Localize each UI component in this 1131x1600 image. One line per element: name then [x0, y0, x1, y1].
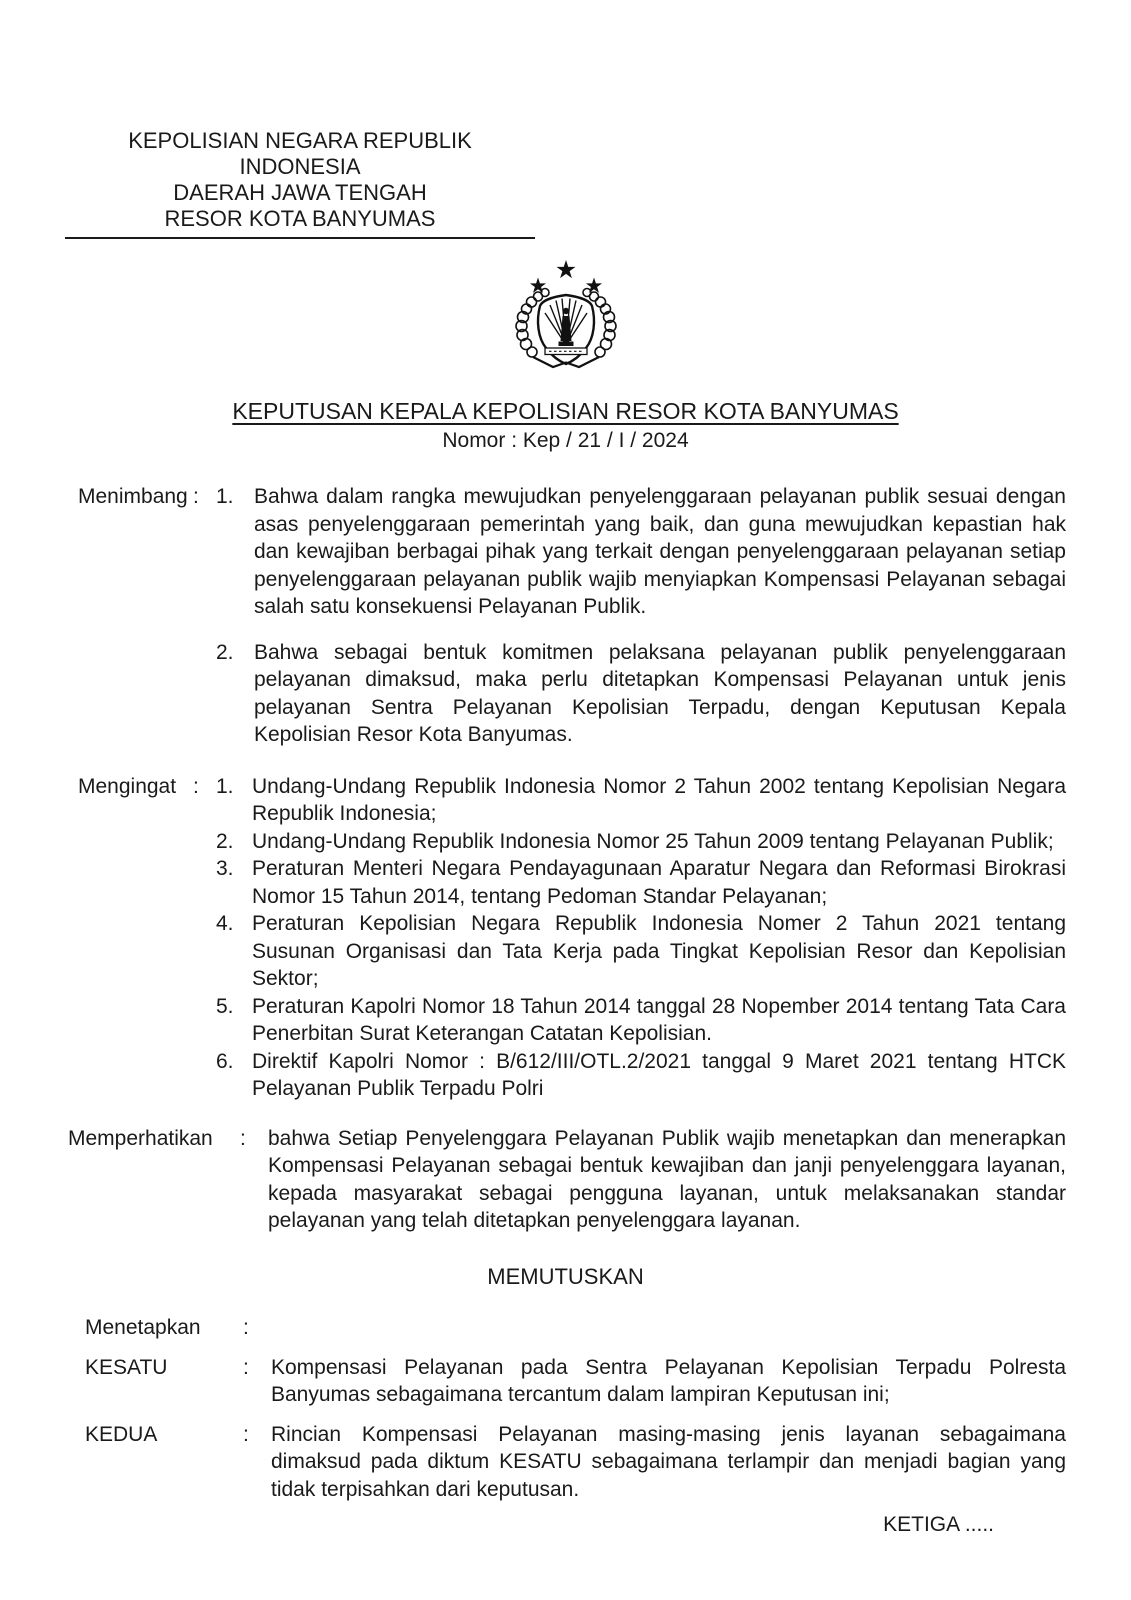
section-menimbang — [65, 483, 1066, 749]
section-kesatu — [65, 1354, 1066, 1409]
decree-body — [65, 483, 1066, 1539]
item-number: 1. — [216, 485, 234, 508]
letterhead — [65, 128, 535, 239]
item-text: Peraturan Menteri Negara Pendayagunaan Aparatur Negara dan Reformasi Birokrasi Nomor 15 Tahun 2014, tentang Pedoman Standar Pelayanan; — [252, 857, 1066, 908]
item-number: 3. — [216, 857, 234, 880]
menetapkan-text — [271, 1314, 1066, 1342]
menimbang-item-1 — [207, 483, 1066, 621]
mengingat-item-2 — [207, 828, 1066, 856]
kedua-colon: : — [243, 1422, 249, 1446]
kesatu-label: KESATU — [85, 1355, 168, 1379]
kedua-label: KEDUA — [85, 1422, 158, 1446]
catchword-ketiga: KETIGA ..... — [883, 1513, 994, 1536]
letterhead-line-institution: KEPOLISIAN NEGARA REPUBLIK INDONESIA — [128, 128, 472, 179]
section-menetapkan — [65, 1314, 1066, 1342]
memperhatikan-label: Memperhatikan — [68, 1126, 213, 1150]
kedua-text: Rincian Kompensasi Pelayanan masing-masing jenis layanan sebagaimana dimaksud pada diktum KESATU sebagaimana terlampir dan menjadi bagian yang tidak terpisahkan dari keputusan. — [271, 1422, 1066, 1501]
mengingat-colon: : — [193, 774, 199, 798]
polri-tribrata-emblem-icon — [65, 259, 1066, 371]
mengingat-item-1 — [207, 773, 1066, 828]
item-number: 6. — [216, 1049, 234, 1073]
item-text: Peraturan Kapolri Nomor 18 Tahun 2014 tanggal 28 Nopember 2014 tentang Tata Cara Penerbitan Surat Keterangan Catatan Kepolisian. — [252, 994, 1066, 1045]
memperhatikan-colon: : — [240, 1126, 246, 1150]
document-number: Nomor : Kep / 21 / I / 2024 — [442, 429, 689, 452]
item-text: Peraturan Kepolisian Negara Republik Indonesia Nomer 2 Tahun 2021 tentang Susunan Organisasi dan Tata Kerja pada Tingkat Kepolisian Resor dan Kepolisian Sektor; — [252, 912, 1066, 990]
memutuskan-heading: MEMUTUSKAN — [487, 1263, 644, 1289]
menetapkan-label: Menetapkan — [85, 1316, 201, 1339]
section-memperhatikan — [65, 1125, 1066, 1235]
mengingat-item-4 — [207, 910, 1066, 993]
item-number: 2. — [216, 640, 234, 664]
item-text: Direktif Kapolri Nomor : B/612/III/OTL.2/2021 tanggal 9 Maret 2021 tentang HTCK Pelayanan Publik Terpadu Polri — [252, 1049, 1066, 1100]
menimbang-label: Menimbang — [78, 485, 188, 508]
mengingat-label: Mengingat — [78, 774, 177, 798]
mengingat-item-3 — [207, 855, 1066, 910]
menetapkan-colon: : — [243, 1316, 249, 1339]
item-number: 4. — [216, 912, 234, 935]
letterhead-line-resort: RESOR KOTA BANYUMAS — [164, 206, 436, 231]
kesatu-colon: : — [243, 1355, 249, 1379]
document-title: KEPUTUSAN KEPALA KEPOLISIAN RESOR KOTA BANYUMAS — [232, 398, 899, 424]
item-text: Bahwa dalam rangka mewujudkan penyelenggaraan pelayanan publik sesuai dengan asas penyelenggaraan pemerintah yang baik, dan guna mewujudkan kepastian hak dan kewajiban berbagai pihak yang terkait dengan penyelenggaraan pelayanan setiap penyelenggaraan pelayanan publik wajib menyiapkan Kompensasi Pelayanan sebagai salah satu konsekuensi Pelayanan Publik. — [254, 485, 1066, 618]
item-number: 5. — [216, 994, 234, 1018]
mengingat-item-6 — [207, 1048, 1066, 1103]
letterhead-line-region: DAERAH JAWA TENGAH — [173, 180, 427, 205]
item-text: Undang-Undang Republik Indonesia Nomor 25 Tahun 2009 tentang Pelayanan Publik; — [252, 829, 1054, 853]
title-block — [65, 397, 1066, 455]
kesatu-text: Kompensasi Pelayanan pada Sentra Pelayanan Kepolisian Terpadu Polresta Banyumas sebagaimana tercantum dalam lampiran Keputusan ini; — [271, 1355, 1066, 1406]
section-mengingat — [65, 773, 1066, 1103]
menimbang-item-2 — [207, 639, 1066, 749]
item-number: 2. — [216, 829, 234, 853]
menimbang-colon: : — [193, 485, 199, 508]
memperhatikan-text: bahwa Setiap Penyelenggara Pelayanan Publik wajib menetapkan dan menerapkan Kompensasi Pelayanan sebagai bentuk kewajiban dan janji penyelenggara layanan, kepada masyarakat sebagai pengguna layanan, untuk melaksanakan standar pelayanan yang telah ditetapkan penyelenggara layanan. — [268, 1126, 1066, 1232]
item-number: 1. — [216, 774, 234, 798]
section-kedua — [65, 1421, 1066, 1504]
mengingat-item-5 — [207, 993, 1066, 1048]
item-text: Undang-Undang Republik Indonesia Nomor 2 Tahun 2002 tentang Kepolisian Negara Republik Indonesia; — [252, 774, 1066, 825]
item-text: Bahwa sebagai bentuk komitmen pelaksana pelayanan publik penyelenggaraan pelayanan dimaksud, maka perlu ditetapkan Kompensasi Pelayanan untuk jenis pelayanan Sentra Pelayanan Kepolisian Terpadu, dengan Keputusan Kepala Kepolisian Resor Kota Banyumas. — [254, 640, 1066, 746]
